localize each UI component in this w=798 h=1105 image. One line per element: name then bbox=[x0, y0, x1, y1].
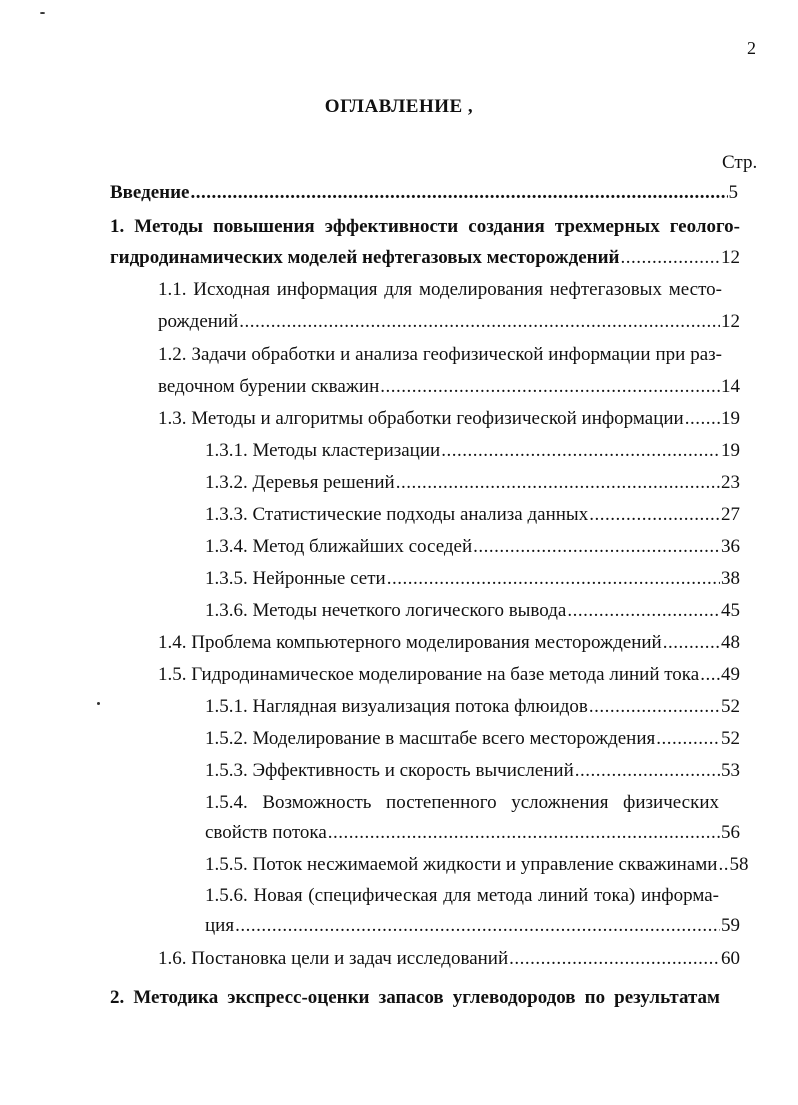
toc-entry-introduction bbox=[110, 178, 738, 208]
toc-leader-dots bbox=[509, 944, 720, 974]
toc-entry-title: Введение bbox=[110, 182, 190, 203]
toc-entry-1-3-1 bbox=[205, 436, 740, 466]
toc-entry-page: 49 bbox=[721, 664, 740, 685]
toc-leader-dots bbox=[589, 500, 720, 530]
toc-entry-chapter-2-line1 bbox=[110, 983, 720, 1013]
toc-entry-page: 52 bbox=[721, 696, 740, 717]
toc-entry-chapter-1-line1 bbox=[110, 212, 740, 242]
toc-entry-1-5-3 bbox=[205, 756, 740, 786]
toc-entry-1-2-line1 bbox=[158, 340, 740, 370]
toc-leader-dots bbox=[239, 307, 720, 337]
toc-entry-1-5-1 bbox=[205, 692, 740, 722]
toc-leader-dots bbox=[441, 436, 720, 466]
toc-entry-title: 1.3.6. Методы нечеткого логического вывода bbox=[205, 600, 567, 621]
toc-leader-dots bbox=[656, 724, 720, 754]
toc-entry-page: 5 bbox=[728, 182, 738, 203]
toc-entry-1-3-2 bbox=[205, 468, 740, 498]
toc-entry-title: 1.5.3. Эффективность и скорость вычислений bbox=[205, 760, 574, 781]
toc-entry-page: 48 bbox=[721, 632, 740, 653]
toc-leader-dots bbox=[718, 850, 728, 880]
toc-entry-title: 1.2. Задачи обработки и анализа геофизической информации при раз- bbox=[158, 344, 722, 365]
toc-leader-dots bbox=[620, 243, 720, 273]
toc-entry-title-continued: ведочном бурении скважин bbox=[158, 376, 380, 397]
toc-entry-title: 1.5.1. Наглядная визуализация потока флюидов bbox=[205, 696, 588, 717]
page-number: 2 bbox=[747, 38, 756, 58]
scan-speck bbox=[97, 702, 100, 705]
page-title: ОГЛАВЛЕНИЕ , bbox=[324, 96, 474, 117]
toc-entry-title-continued: ция bbox=[205, 915, 235, 936]
toc-entry-1-4 bbox=[158, 628, 740, 658]
toc-leader-dots bbox=[191, 178, 728, 208]
toc-entry-title: 1.5. Гидродинамическое моделирование на базе метода линий тока bbox=[158, 664, 700, 685]
toc-entry-chapter-1-line2 bbox=[110, 243, 740, 273]
toc-entry-page: 38 bbox=[721, 568, 740, 589]
toc-entry-page: 60 bbox=[721, 948, 740, 969]
toc-leader-dots bbox=[328, 818, 720, 848]
toc-leader-dots bbox=[235, 911, 720, 941]
toc-entry-1-1-line2 bbox=[158, 307, 740, 337]
toc-entry-page: 27 bbox=[721, 504, 740, 525]
toc-entry-1-5-2 bbox=[205, 724, 740, 754]
toc-leader-dots bbox=[700, 660, 720, 690]
toc-entry-title: 1.3.3. Статистические подходы анализа данных bbox=[205, 504, 589, 525]
toc-entry-1-5-4-line1 bbox=[205, 788, 740, 818]
toc-entry-page: 12 bbox=[721, 311, 740, 332]
toc-entry-page: 52 bbox=[721, 728, 740, 749]
toc-entry-title: 1.3.1. Методы кластеризации bbox=[205, 440, 441, 461]
scan-speck bbox=[40, 12, 45, 14]
toc-entry-1-5 bbox=[158, 660, 740, 690]
toc-leader-dots bbox=[380, 372, 720, 402]
toc-entry-title: 1.5.6. Новая (специфическая для метода линий тока) информа- bbox=[205, 885, 719, 906]
toc-entry-title-continued: рождений bbox=[158, 311, 239, 332]
toc-entry-title: 1. Методы повышения эффективности создания трехмерных геолого- bbox=[110, 216, 740, 237]
toc-entry-page: 12 bbox=[721, 247, 740, 268]
toc-leader-dots bbox=[685, 404, 720, 434]
toc-entry-1-3-5 bbox=[205, 564, 740, 594]
toc-entry-1-5-5 bbox=[205, 850, 749, 880]
toc-entry-title: 1.5.4. Возможность постепенного усложнения физических bbox=[205, 792, 719, 813]
toc-entry-title: 1.5.2. Моделирование в масштабе всего месторождения bbox=[205, 728, 656, 749]
toc-entry-1-2-line2 bbox=[158, 372, 740, 402]
toc-entry-page: 45 bbox=[721, 600, 740, 621]
toc-entry-1-5-4-line2 bbox=[205, 818, 740, 848]
toc-entry-page: 36 bbox=[721, 536, 740, 557]
toc-entry-page: 19 bbox=[721, 440, 740, 461]
toc-leader-dots bbox=[567, 596, 720, 626]
toc-entry-title: 2. Методика экспресс-оценки запасов углеводородов по результатам bbox=[110, 987, 720, 1008]
toc-entry-1-1-line1 bbox=[158, 275, 740, 305]
toc-entry-1-5-6-line2 bbox=[205, 911, 740, 941]
toc-entry-1-6 bbox=[158, 944, 740, 974]
toc-entry-title: 1.3. Методы и алгоритмы обработки геофизической информации bbox=[158, 408, 684, 429]
toc-entry-title: 1.3.5. Нейронные сети bbox=[205, 568, 386, 589]
toc-leader-dots bbox=[396, 468, 720, 498]
toc-leader-dots bbox=[473, 532, 720, 562]
toc-entry-title: 1.3.2. Деревья решений bbox=[205, 472, 395, 493]
toc-entry-page: 59 bbox=[721, 915, 740, 936]
toc-entry-title-continued: гидродинамических моделей нефтегазовых месторождений bbox=[110, 247, 620, 268]
toc-entry-title: 1.6. Постановка цели и задач исследований bbox=[158, 948, 509, 969]
toc-entry-title-continued: свойств потока bbox=[205, 822, 327, 843]
toc-entry-page: 56 bbox=[721, 822, 740, 843]
toc-entry-title: 1.1. Исходная информация для моделирования нефтегазовых место- bbox=[158, 279, 722, 300]
toc-entry-page: 23 bbox=[721, 472, 740, 493]
toc-entry-1-3-6 bbox=[205, 596, 740, 626]
toc-entry-1-5-6-line1 bbox=[205, 881, 740, 911]
toc-entry-title: 1.4. Проблема компьютерного моделирования месторождений bbox=[158, 632, 662, 653]
toc-entry-page: 14 bbox=[721, 376, 740, 397]
toc-leader-dots bbox=[589, 692, 720, 722]
toc-entry-1-3-3 bbox=[205, 500, 740, 530]
toc-leader-dots bbox=[387, 564, 720, 594]
toc-entry-1-3 bbox=[158, 404, 740, 434]
toc-entry-title: 1.3.4. Метод ближайших соседей bbox=[205, 536, 473, 557]
page-column-label: Стр. bbox=[722, 152, 758, 173]
toc-entry-1-3-4 bbox=[205, 532, 740, 562]
toc-entry-page: 19 bbox=[721, 408, 740, 429]
toc-leader-dots bbox=[663, 628, 720, 658]
toc-leader-dots bbox=[575, 756, 720, 786]
toc-entry-page: 58 bbox=[729, 854, 749, 875]
toc-entry-page: 53 bbox=[721, 760, 740, 781]
toc-entry-title: 1.5.5. Поток несжимаемой жидкости и управление скважинами bbox=[205, 854, 718, 875]
